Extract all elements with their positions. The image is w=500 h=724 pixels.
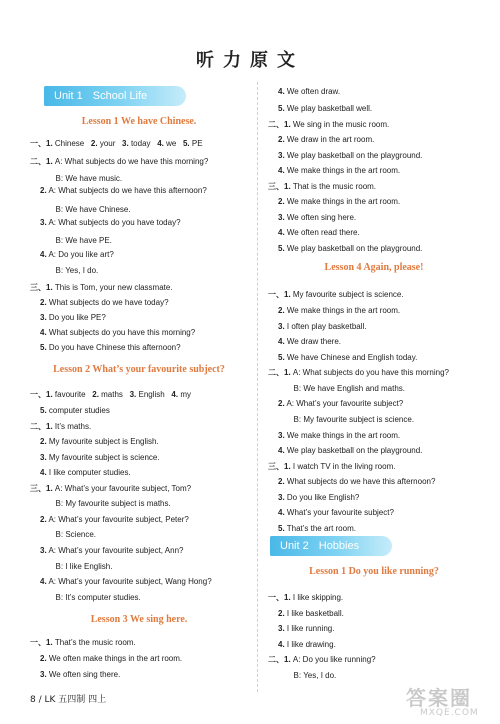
item-number: 三、1.: [30, 484, 53, 493]
item-number: 3.: [278, 151, 285, 160]
answer-text: We make things in the art room.: [284, 431, 401, 440]
answer-text: B: My favourite subject is science.: [278, 415, 415, 424]
answer-text: Chinese: [52, 139, 91, 148]
answer-line: [40, 530, 96, 540]
lesson-3-heading: Lesson 3 We sing here.: [90, 614, 188, 625]
answer-line: [278, 609, 344, 619]
answer-line: [40, 546, 184, 556]
item-number: 5.: [278, 353, 285, 362]
item-number: 二、1.: [268, 368, 291, 377]
item-number: 一、1.: [30, 638, 53, 647]
answer-line: [278, 151, 422, 161]
answer-text: B: My favourite subject is maths.: [40, 499, 171, 508]
answer-text: We draw in the art room.: [284, 135, 375, 144]
answer-line: [278, 477, 435, 487]
item-number: 2.: [40, 654, 47, 663]
answer-line: [40, 562, 112, 572]
answer-line: [40, 577, 212, 587]
answer-text: today: [128, 139, 158, 148]
column-divider: [257, 82, 258, 692]
answer-line: [40, 328, 195, 338]
answer-text: We play basketball on the playground.: [284, 244, 423, 253]
answer-text: A: Do you like running?: [290, 655, 376, 664]
answer-text: I like drawing.: [284, 640, 336, 649]
item-number: 5.: [182, 139, 190, 148]
item-number: 4.: [171, 390, 179, 399]
answer-text: B: I like English.: [40, 562, 113, 571]
answer-text: B: We have Chinese.: [40, 205, 131, 214]
item-number: 5.: [40, 406, 47, 415]
answer-text: My favourite subject is English.: [46, 437, 159, 446]
item-number: 3.: [122, 139, 129, 148]
item-number: 2.: [278, 609, 285, 618]
watermark-sub: MXQE.COM: [420, 708, 479, 718]
answer-text: B: We have PE.: [40, 236, 112, 245]
item-number: 2.: [278, 399, 285, 408]
answer-line: [30, 157, 208, 167]
watermark-logo: [398, 682, 498, 722]
answer-text: I like basketball.: [284, 609, 344, 618]
answer-text: We play basketball well.: [284, 104, 373, 113]
answer-line: [278, 322, 367, 332]
answer-text: We often make things in the art room.: [46, 654, 183, 663]
answer-line: [40, 654, 182, 664]
answer-line: [40, 343, 181, 353]
answer-line: [278, 306, 400, 316]
unit-2-name: Hobbies: [318, 540, 360, 552]
answer-text: What subjects do we have today?: [46, 298, 169, 307]
answer-line: [278, 384, 405, 394]
answer-text: Do you like English?: [284, 493, 360, 502]
answer-line: [40, 313, 106, 323]
lesson-4-heading: Lesson 4 Again, please!: [324, 262, 424, 273]
answer-text: We have Chinese and English today.: [284, 353, 418, 362]
answer-text: A: What subjects do we have this afternoon?: [46, 186, 207, 195]
answer-line: [278, 337, 341, 347]
answer-line: [278, 197, 400, 207]
answer-line: [40, 205, 131, 215]
answer-text: A: What subjects do you have today?: [46, 218, 181, 227]
answer-text: computer studies: [46, 406, 110, 415]
answer-line: [40, 515, 189, 525]
item-number: 一、1.: [268, 290, 291, 299]
item-number: 4.: [40, 328, 47, 337]
answer-line: [278, 135, 374, 145]
item-number: 2.: [40, 186, 47, 195]
item-number: 3.: [40, 670, 47, 679]
answer-line: [268, 182, 376, 192]
item-number: 4.: [278, 337, 285, 346]
item-number: 3.: [278, 213, 285, 222]
answer-line: [30, 484, 191, 494]
answer-line: [30, 139, 203, 149]
answer-line: [30, 638, 136, 648]
answer-text: What subjects do we have this afternoon?: [284, 477, 436, 486]
answer-line: [278, 671, 336, 681]
answer-line: [30, 422, 91, 432]
answer-line: [268, 290, 404, 300]
unit-2-lesson-1-heading: Lesson 1 Do you like running?: [309, 566, 439, 577]
item-number: 3.: [40, 453, 47, 462]
item-number: 3.: [40, 546, 47, 555]
item-number: 2.: [278, 477, 285, 486]
answer-text: PE: [189, 139, 203, 148]
lesson-2-heading: Lesson 2 What’s your favourite subject?: [53, 364, 225, 375]
lesson-1-heading: Lesson 1 We have Chinese.: [81, 116, 197, 127]
answer-text: B: Science.: [40, 530, 97, 539]
item-number: 二、1.: [30, 422, 53, 431]
item-number: 2.: [278, 197, 285, 206]
item-number: 4.: [278, 87, 285, 96]
item-number: 3.: [40, 218, 47, 227]
item-number: 一、1.: [30, 390, 53, 399]
watermark-main: 答案圈: [406, 686, 472, 710]
answer-text: This is Tom, your new classmate.: [52, 283, 173, 292]
answer-text: your: [97, 139, 123, 148]
item-number: 2.: [92, 390, 99, 399]
answer-line: [268, 593, 343, 603]
answer-text: What subjects do you have this morning?: [46, 328, 196, 337]
answer-text: We play basketball on the playground.: [284, 446, 423, 455]
item-number: 三、1.: [268, 182, 291, 191]
answer-text: A: What’s your favourite subject, Tom?: [52, 484, 192, 493]
answer-text: we: [163, 139, 183, 148]
answer-line: [278, 508, 394, 518]
answer-text: We sing in the music room.: [290, 120, 390, 129]
answer-text: favourite: [52, 390, 93, 399]
answer-line: [40, 236, 112, 246]
answer-line: [278, 624, 334, 634]
answer-line: [40, 186, 207, 196]
item-number: 4.: [157, 139, 164, 148]
item-number: 5.: [278, 524, 285, 533]
answer-line: [40, 218, 181, 228]
unit-1-label: Unit 1: [54, 90, 83, 102]
answer-line: [40, 670, 120, 680]
answer-line: [278, 166, 400, 176]
answer-line: [40, 437, 159, 447]
item-number: 二、1.: [268, 655, 291, 664]
answer-text: My favourite subject is science.: [46, 453, 160, 462]
page-footer: 8 / LK 五四制 四上: [30, 695, 107, 705]
answer-text: I like computer studies.: [46, 468, 131, 477]
answer-line: [278, 244, 422, 254]
answer-line: [40, 468, 131, 478]
unit-1-name: School Life: [92, 90, 148, 102]
answer-text: A: What’s your favourite subject, Wang Hong?: [46, 577, 212, 586]
answer-text: A: What’s your favourite subject?: [284, 399, 404, 408]
answer-text: That is the music room.: [290, 182, 377, 191]
answer-text: That’s the art room.: [284, 524, 356, 533]
item-number: 三、1.: [30, 283, 53, 292]
answer-line: [278, 104, 372, 114]
answer-line: [278, 228, 360, 238]
item-number: 3.: [278, 624, 285, 633]
answer-text: My favourite subject is science.: [290, 290, 404, 299]
item-number: 3.: [278, 322, 285, 331]
item-number: 4.: [278, 446, 285, 455]
answer-text: A: What’s your favourite subject, Peter?: [46, 515, 189, 524]
answer-line: [278, 524, 356, 534]
item-number: 二、1.: [30, 157, 53, 166]
item-number: 2.: [278, 135, 285, 144]
answer-line: [40, 593, 141, 603]
item-number: 2.: [40, 437, 47, 446]
answer-text: maths: [98, 390, 130, 399]
answer-text: We often draw.: [284, 87, 341, 96]
answer-text: Do you have Chinese this afternoon?: [46, 343, 181, 352]
answer-text: I often play basketball.: [284, 322, 367, 331]
answer-line: [278, 431, 400, 441]
answer-line: [40, 406, 110, 416]
answer-line: [278, 353, 417, 363]
answer-line: [278, 640, 336, 650]
answer-line: [40, 174, 122, 184]
answer-text: I like skipping.: [290, 593, 344, 602]
answer-line: [30, 283, 173, 293]
item-number: 5.: [278, 104, 285, 113]
item-number: 3.: [278, 431, 285, 440]
answer-line: [278, 415, 414, 425]
answer-text: B: It’s computer studies.: [40, 593, 141, 602]
item-number: 4.: [278, 166, 285, 175]
answer-line: [40, 499, 171, 509]
answer-line: [268, 368, 449, 378]
item-number: 三、1.: [268, 462, 291, 471]
answer-line: [268, 120, 389, 130]
item-number: 3.: [129, 390, 137, 399]
answer-line: [268, 655, 376, 665]
answer-line: [278, 446, 422, 456]
answer-text: English: [136, 390, 172, 399]
item-number: 4.: [278, 640, 285, 649]
answer-text: What’s your favourite subject?: [284, 508, 394, 517]
answer-text: It’s maths.: [52, 422, 92, 431]
answer-text: I like running.: [284, 624, 335, 633]
answer-text: We often sing there.: [46, 670, 121, 679]
answer-text: B: We have English and maths.: [278, 384, 406, 393]
answer-text: B: Yes, I do.: [40, 266, 99, 275]
item-number: 3.: [278, 493, 285, 502]
answer-text: B: Yes, I do.: [278, 671, 337, 680]
answer-text: A: What subjects do we have this morning?: [52, 157, 209, 166]
answer-text: We make things in the art room.: [284, 166, 401, 175]
answer-line: [278, 399, 403, 409]
item-number: 4.: [278, 508, 285, 517]
answer-line: [278, 213, 356, 223]
item-number: 二、1.: [268, 120, 291, 129]
answer-line: [268, 462, 395, 472]
unit-2-banner: [270, 536, 392, 556]
answer-text: A: Do you like art?: [46, 250, 114, 259]
item-number: 2.: [40, 515, 47, 524]
answer-text: B: We have music.: [40, 174, 123, 183]
answer-line: [278, 87, 340, 97]
answer-line: [40, 298, 169, 308]
answer-text: We play basketball on the playground.: [284, 151, 423, 160]
item-number: 5.: [40, 343, 47, 352]
item-number: 2.: [90, 139, 98, 148]
item-number: 4.: [40, 468, 47, 477]
answer-text: We often sing here.: [284, 213, 357, 222]
answer-text: We make things in the art room.: [284, 306, 401, 315]
answer-line: [30, 390, 191, 400]
item-number: 一、1.: [268, 593, 291, 602]
answer-text: We often read there.: [284, 228, 360, 237]
item-number: 2.: [40, 298, 47, 307]
answer-line: [278, 493, 359, 503]
answer-text: my: [178, 390, 191, 399]
answer-text: That’s the music room.: [52, 638, 136, 647]
answer-text: A: What’s your favourite subject, Ann?: [46, 546, 184, 555]
item-number: 4.: [40, 250, 47, 259]
page-title: 听力原文: [196, 50, 304, 71]
item-number: 2.: [278, 306, 285, 315]
answer-text: We draw there.: [284, 337, 341, 346]
item-number: 一、1.: [30, 139, 53, 148]
item-number: 5.: [278, 244, 285, 253]
answer-line: [40, 266, 98, 276]
answer-text: Do you like PE?: [46, 313, 106, 322]
unit-1-banner: [44, 86, 186, 106]
answer-text: A: What subjects do you have this morning?: [290, 368, 449, 377]
answer-text: We make things in the art room.: [284, 197, 401, 206]
answer-line: [40, 250, 114, 260]
item-number: 4.: [40, 577, 47, 586]
item-number: 3.: [40, 313, 47, 322]
answer-text: I watch TV in the living room.: [290, 462, 396, 471]
unit-2-label: Unit 2: [280, 540, 309, 552]
item-number: 4.: [278, 228, 285, 237]
answer-line: [40, 453, 160, 463]
